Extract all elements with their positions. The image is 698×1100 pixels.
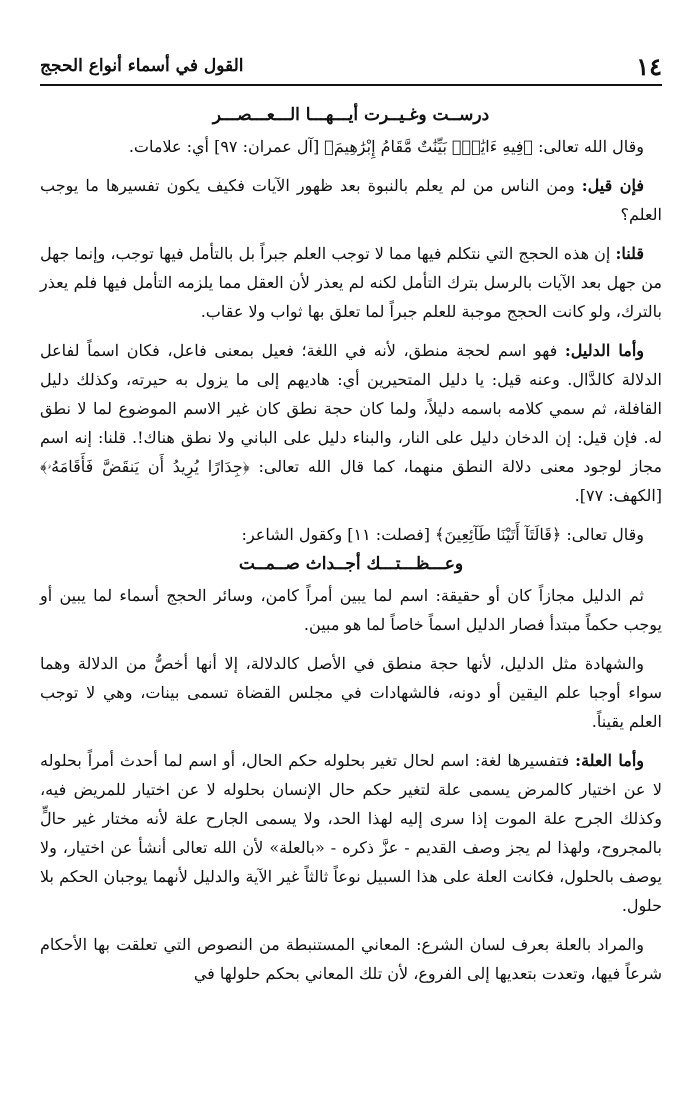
paragraph	[40, 171, 662, 229]
poetry-verse: وعـــظـــتـــك أجــداث صــمــت	[238, 554, 464, 574]
paragraph	[40, 746, 662, 920]
paragraph	[40, 649, 662, 736]
paragraph-lead: وأما الدليل:	[564, 341, 644, 360]
paragraph-text: ومن الناس من لم يعلم بالنبوة بعد ظهور الآيات فكيف يكون تفسيرها ما يوجب العلم؟	[40, 176, 662, 224]
paragraph	[40, 132, 662, 161]
paragraph-text: والمراد بالعلة بعرف لسان الشرع: المعاني المستنبطة من النصوص التي تعلقت بها الأحكام شرعاً فيها، وتعدت بتعديها إلى الفروع، لأن تلك المعاني بحكم حلولها في	[40, 935, 662, 983]
paragraph-text: وقال الله تعالى: ﴿فِيهِ ءَايَٰتٌۢ بَيِّنَٰتٌ مَّقَامُ إِبْرَٰهِيمَ﴾ [آل عمران: ٩٧] أي: علامات.	[128, 137, 644, 156]
paragraph-text: فهو اسم لحجة منطق، لأنه في اللغة؛ فعيل بمعنى فاعل، فكان اسماً لفاعل الدلالة كالدَّال. وعنه قيل: يا دليل المتحيرين أي: هاديهم إلى ما يزول به حيرته، وكذلك دليل القافلة، ثم سمي كلامه باسمه دليلاً، ولما كان حجة نطق كان غير الاسم الموضوع لما لا نطق له. فإن قيل: إن الدخان دليل على النار، والبناء دليل على الباني ولا نطق هناك!. قلنا: إنه اسم مجاز لوجود معنى دلالة النطق منهما، كما قال الله تعالى: ﴿جِدَارًا يُرِيدُ أَن يَنقَضَّ فَأَقَامَهُۥ﴾ [الكهف: ٧٧].	[40, 341, 662, 505]
paragraph-text: إن هذه الحجج التي نتكلم فيها مما لا توجب العلم جبراً بل بالتأمل فيها توجب، وإنما جهل من جهل بعد الآيات بالرسل بترك التأمل لكنه لم يعذر لأن العقل مما يلزمه التأمل فيها فلم يعذر بالترك، ولو كانت الحجج موجبة للعلم جبراً لما تعلق بها ثواب ولا عقاب.	[40, 244, 662, 321]
paragraph-text: ثم الدليل مجازاً كان أو حقيقة: اسم لما يبين أمراً كامن، وسائر الحجج أسماء لما يبين أو يوجب حكماً مبتدأ فصار الدليل اسماً خاصاً لما هو مبين.	[40, 586, 662, 634]
page-number: ١٤	[636, 52, 662, 81]
paragraph-text: وقال تعالى: ﴿قَالَتَآ أَتَيْنَا طَآئِعِينَ﴾ [فصلت: ١١] وكقول الشاعر:	[241, 525, 644, 544]
page-header	[40, 50, 662, 86]
paragraph-text: فتفسيرها لغة: اسم لحال تغير بحلوله حكم الحال، أو اسم لما أحدث أمراً بحلوله لا عن اختيار كالمرض يسمى علة لتغير حكم حال الإنسان بحلوله لا عن اختيار للمريض فيه، وكذلك الجرح علة الموت إذا سرى إليه لهذا الحد، ولا يسمى الجارح علة لأنه مختار غير حالٍّ بالمجروح، ولهذا لم يجز وصف القديم - عزَّ ذكره - «بالعلة» لأن الله تعالى أنشأ عن اختيار، ولا يوصف بالحلول، فكانت العلة على هذا السبيل نوعاً ثالثاً غير الآية والدليل لأنهما يوجبان الحكم بلا حلول.	[40, 751, 662, 915]
paragraph	[40, 930, 662, 988]
running-title: القول في أسماء أنواع الحجج	[40, 56, 244, 76]
paragraph-lead: وأما العلة:	[575, 751, 644, 770]
paragraph-lead: فإن قيل:	[581, 176, 645, 195]
book-page	[40, 50, 662, 998]
paragraph-text: والشهادة مثل الدليل، لأنها حجة منطق في الأصل كالدلالة، إلا أنها أخصُّ من الدلالة وهما سواء أوجبا علم اليقين أو دونه، فالشهادات في مجلس القضاة تسمى بينات، وهي لا توجب العلم يقيناً.	[40, 654, 662, 731]
page-body	[40, 86, 662, 988]
poetry-verse: درســت وغـيــرت أيـــهـــا الـــعـــصـــر	[212, 105, 490, 125]
paragraph	[40, 581, 662, 639]
paragraph-lead: قلنا:	[615, 244, 644, 263]
paragraph	[40, 239, 662, 326]
paragraph	[40, 520, 662, 549]
paragraph	[40, 336, 662, 510]
